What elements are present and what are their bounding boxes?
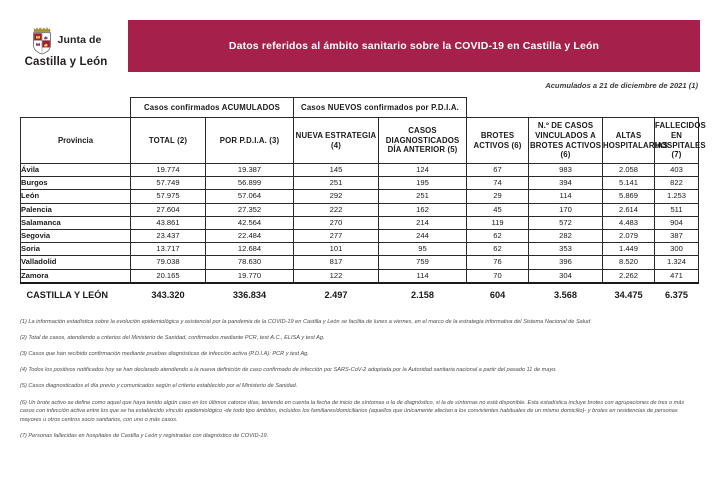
cell-altas-hospitalarias: 2.058 [603,164,655,177]
column-header-nueva-estrategia: NUEVA ESTRATEGIA (4) [294,118,379,164]
cell-provincia: Valladolid [21,256,131,269]
page-title: Datos referidos al ámbito sanitario sobre la COVID-19 en Castilla y León [228,40,600,52]
column-header-total: TOTAL (2) [131,118,206,164]
cell-casos-vinculados: 394 [529,177,603,190]
cell-nueva-estrategia: 122 [294,269,379,283]
column-header-dia-anterior: CASOS DIAGNOSTICADOS DÍA ANTERIOR (5) [379,118,467,164]
cell-casos-vinculados: 114 [529,190,603,203]
cell-fallecidos: 300 [655,243,699,256]
page-header [0,20,714,72]
title-banner [128,20,700,72]
cell-fallecidos: 471 [655,269,699,283]
cell-casos-vinculados: 572 [529,216,603,229]
table-row [21,269,699,283]
table-footer [21,283,699,304]
cell-fallecidos: 403 [655,164,699,177]
subtitle-row [0,81,714,90]
table-total-row [21,283,699,304]
cell-total: 43.861 [131,216,206,229]
brand-logo [0,20,128,72]
cell-provincia: Zamora [21,269,131,283]
cell-provincia: Soria [21,243,131,256]
cell-provincia: Segovia [21,230,131,243]
column-header-fallecidos: FALLECIDOS EN HOSPITALES (7) [655,118,699,164]
cell-brotes-activos: 62 [467,230,529,243]
cell-dia-anterior: 759 [379,256,467,269]
cell-total-fallecidos: 6.375 [655,283,699,304]
cell-altas-hospitalarias: 2.614 [603,203,655,216]
cell-casos-vinculados: 282 [529,230,603,243]
cell-altas-hospitalarias: 5.869 [603,190,655,203]
cell-nueva-estrategia: 270 [294,216,379,229]
column-header-por-pdia: POR P.D.I.A. (3) [206,118,294,164]
cell-dia-anterior: 251 [379,190,467,203]
data-table-container [20,97,706,304]
cell-nueva-estrategia: 222 [294,203,379,216]
junta-castilla-y-leon-crest-icon [31,25,54,55]
column-header-casos-vinculados: N.º DE CASOS VINCULADOS A BROTES ACTIVOS (6) [529,118,603,164]
cell-por-pdia: 22.484 [206,230,294,243]
cell-brotes-activos: 67 [467,164,529,177]
cell-total-brotes-activos: 604 [467,283,529,304]
cell-dia-anterior: 114 [379,269,467,283]
table-row [21,216,699,229]
footnotes [20,318,698,441]
cell-provincia: Palencia [21,203,131,216]
cell-por-pdia: 19.770 [206,269,294,283]
table-body [21,164,699,283]
group-header-acumulados: Casos confirmados ACUMULADOS [131,98,294,118]
cell-brotes-activos: 70 [467,269,529,283]
cell-total-nueva-estrategia: 2.497 [294,283,379,304]
cell-casos-vinculados: 983 [529,164,603,177]
cell-total: 57.749 [131,177,206,190]
cell-total: 27.604 [131,203,206,216]
cell-provincia: Salamanca [21,216,131,229]
cell-nueva-estrategia: 817 [294,256,379,269]
cell-provincia: Burgos [21,177,131,190]
cell-nueva-estrategia: 101 [294,243,379,256]
cell-dia-anterior: 244 [379,230,467,243]
table-group-header-row [21,98,699,118]
column-header-altas-hospitalarias: ALTAS HOSPITALARIAS [603,118,655,164]
table-row [21,203,699,216]
cell-altas-hospitalarias: 5.141 [603,177,655,190]
cell-dia-anterior: 195 [379,177,467,190]
cell-altas-hospitalarias: 8.520 [603,256,655,269]
footnote-3: (3) Casos que han recibido confirmación mediante pruebas diagnósticas de infección activa (P.D.I.A): PCR y test Ag. [20,351,309,358]
footnote-1: (1) La información estadística sobre la evolución epidemiológica y asistencial por la pandemia de la COVID-19 en Castilla y León se facilita de lunes a viernes, en el marco de la estrategia informativa del Sistema Nacional de Salud [20,318,591,325]
cell-dia-anterior: 124 [379,164,467,177]
cell-altas-hospitalarias: 1.449 [603,243,655,256]
cell-fallecidos: 1.324 [655,256,699,269]
brand-line-2: Castilla y León [24,55,108,68]
cell-total-por-pdia: 336.834 [206,283,294,304]
table-row [21,164,699,177]
footnote-4: (4) Todos los positivos notificados hoy se han declarado atendiendo a la nueva definición de caso confirmado de infección por SARS-CoV-2 adoptada por la Autoridad sanitaria nacional a partir del pasado 11 de mayo. [20,367,557,374]
cell-brotes-activos: 62 [467,243,529,256]
brand-top-row [31,25,102,55]
cell-por-pdia: 57.064 [206,190,294,203]
cell-fallecidos: 822 [655,177,699,190]
cell-casos-vinculados: 304 [529,269,603,283]
cell-dia-anterior: 162 [379,203,467,216]
cell-total-altas-hospitalarias: 34.475 [603,283,655,304]
footnote-2: (2) Total de casos, atendiendo a criterios del Ministerio de Sanidad, confirmados mediante PCR, test A.C., ELISA y test Ag. [20,334,325,341]
cell-fallecidos: 387 [655,230,699,243]
cell-total-total: 343.320 [131,283,206,304]
cell-provincia: León [21,190,131,203]
table-row [21,190,699,203]
footnote-5: (5) Casos diagnosticados el día previo y comunicados según el criterio establecido por el Ministerio de Sanidad. [20,383,298,390]
cell-fallecidos: 511 [655,203,699,216]
cell-total-provincia: CASTILLA Y LEÓN [21,283,131,304]
cell-nueva-estrategia: 251 [294,177,379,190]
cell-fallecidos: 1.253 [655,190,699,203]
cell-altas-hospitalarias: 2.262 [603,269,655,283]
cell-fallecidos: 904 [655,216,699,229]
group-header-spacer-right [467,98,699,118]
cell-brotes-activos: 119 [467,216,529,229]
cell-casos-vinculados: 353 [529,243,603,256]
cell-total: 13.717 [131,243,206,256]
cell-nueva-estrategia: 145 [294,164,379,177]
cell-brotes-activos: 45 [467,203,529,216]
cell-brotes-activos: 74 [467,177,529,190]
cell-brotes-activos: 29 [467,190,529,203]
cell-por-pdia: 56.899 [206,177,294,190]
group-header-spacer [21,98,131,118]
cell-altas-hospitalarias: 4.483 [603,216,655,229]
footnote-6: (6) Un brote activo se define como aquel que haya tenido algún caso en los últimos catorce días, teniendo en cuenta la fecha de inicio de síntomas o la de diagnóstico, si la de síntomas no está disponible. Esta estadística incluye brotes con agrupaciones de tres o más casos con infección activa entre los que se ha establecido vínculo epidemiológico -de todo tipo ámbitos, incluidos los familiares/domiciliarios (aquellos que únicamente afectan a los convivientes habituales de un mismo domicilio)- y brotes en residencias de personas mayores u otros centros socio sanitarios, con uno o más casos. [20,399,685,423]
cell-por-pdia: 12.684 [206,243,294,256]
table-row [21,256,699,269]
cell-por-pdia: 78.630 [206,256,294,269]
cell-total: 23.437 [131,230,206,243]
accumulated-date-label: Acumulados a 21 de diciembre de 2021 (1) [545,81,698,90]
cell-total-casos-vinculados: 3.568 [529,283,603,304]
covid-data-table [20,97,706,304]
cell-total: 19.774 [131,164,206,177]
cell-altas-hospitalarias: 2.079 [603,230,655,243]
cell-total: 20.165 [131,269,206,283]
cell-nueva-estrategia: 292 [294,190,379,203]
table-row [21,230,699,243]
cell-provincia: Ávila [21,164,131,177]
cell-por-pdia: 27.352 [206,203,294,216]
column-header-brotes-activos: BROTES ACTIVOS (6) [467,118,529,164]
cell-total: 79.038 [131,256,206,269]
brand-line-1: Junta de [57,33,102,46]
cell-dia-anterior: 95 [379,243,467,256]
cell-casos-vinculados: 170 [529,203,603,216]
cell-total-dia-anterior: 2.158 [379,283,467,304]
group-header-nuevos: Casos NUEVOS confirmados por P.D.I.A. [294,98,467,118]
table-column-header-row [21,118,699,164]
column-header-provincia: Provincia [21,118,131,164]
cell-brotes-activos: 76 [467,256,529,269]
cell-total: 57.975 [131,190,206,203]
cell-nueva-estrategia: 277 [294,230,379,243]
table-row [21,177,699,190]
table-row [21,243,699,256]
cell-por-pdia: 19.387 [206,164,294,177]
cell-por-pdia: 42.564 [206,216,294,229]
cell-casos-vinculados: 396 [529,256,603,269]
cell-dia-anterior: 214 [379,216,467,229]
footnote-7: (7) Personas fallecidas en hospitales de Castilla y León y registradas con diagnóstico de COVID-19. [20,433,269,440]
